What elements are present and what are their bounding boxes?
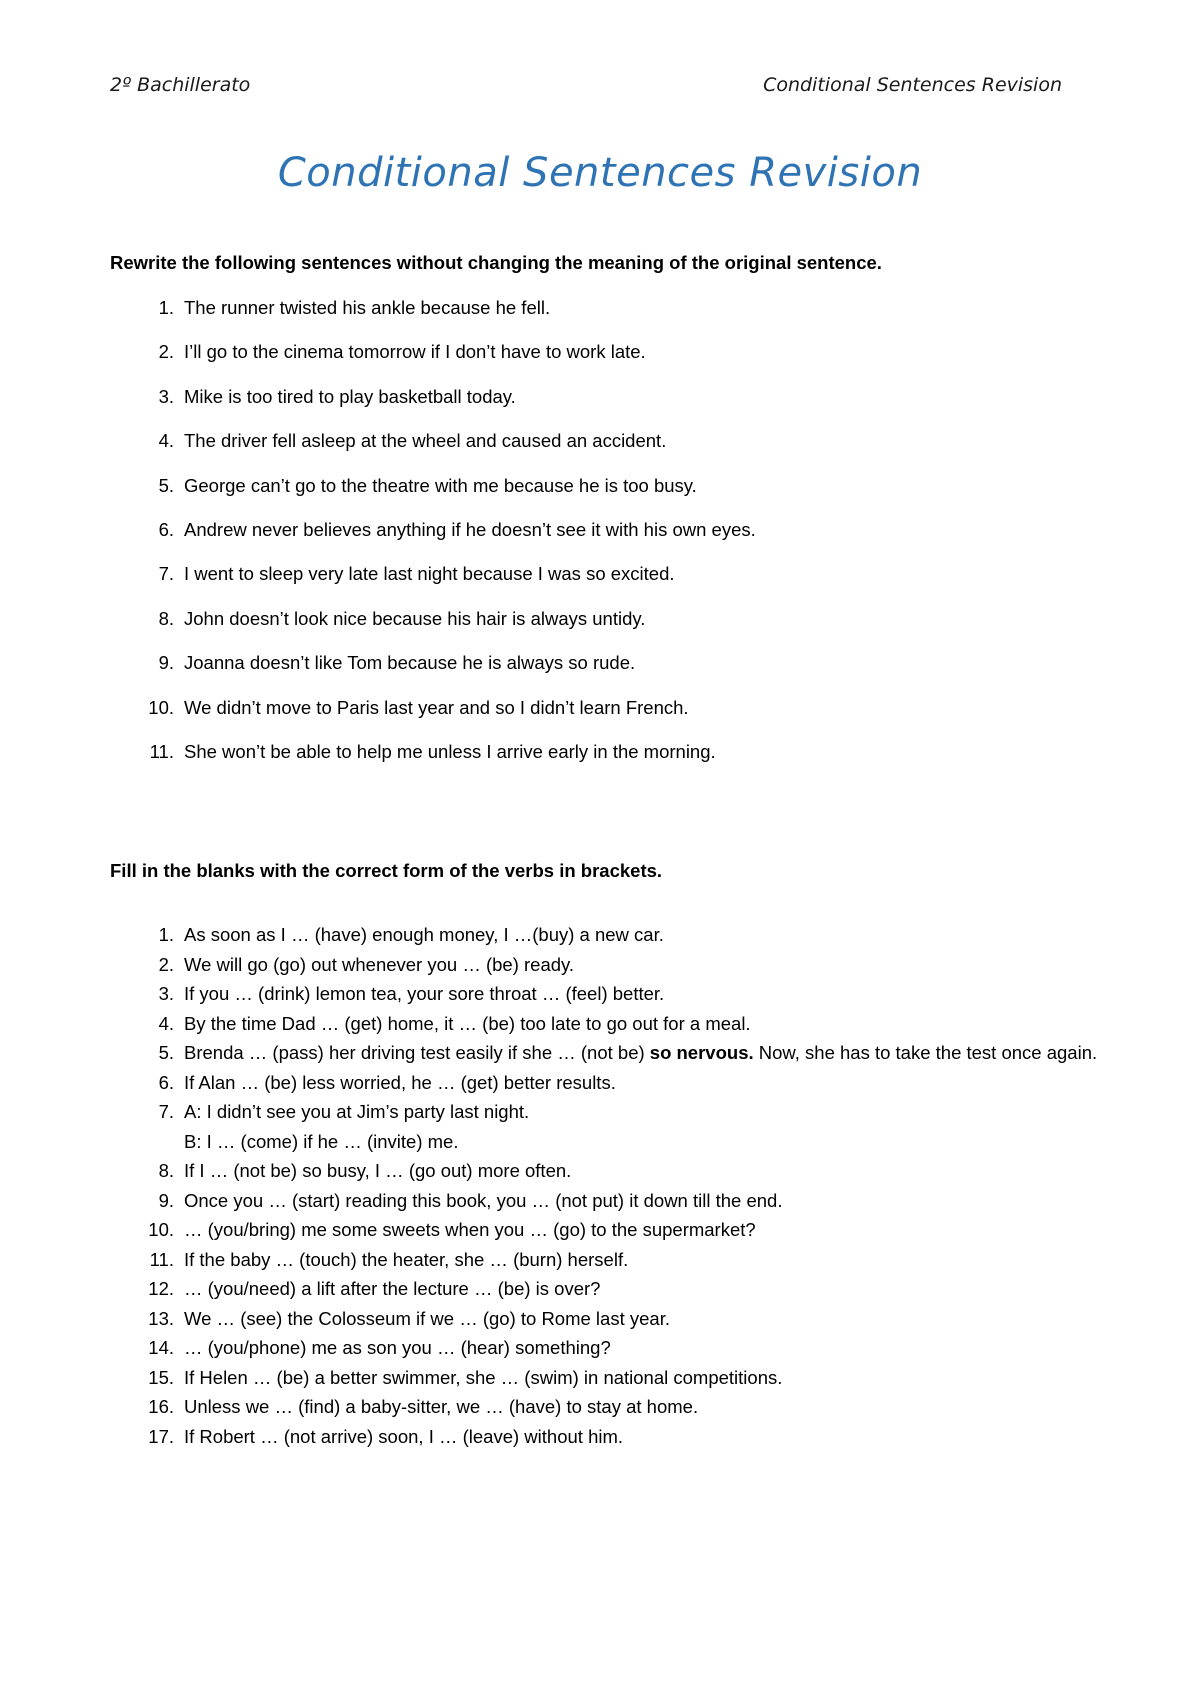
list-item: 1 . As soon as I … (have) enough money, I …(buy) a new car. bbox=[140, 920, 1100, 950]
section1-instruction: Rewrite the following sentences without changing the meaning of the original sentence. bbox=[110, 252, 882, 273]
list-item: 5 . George can’t go to the theatre with me because he is too busy. bbox=[140, 474, 1100, 518]
header-document-title: Conditional Sentences Revision bbox=[763, 74, 1062, 96]
list-item: 7 . A: I didn’t see you at Jim’s party last night. B: I … (come) if he … (invite) me. bbox=[140, 1097, 1100, 1156]
list-item: 10 . We didn’t move to Paris last year and so I didn’t learn French. bbox=[140, 696, 1100, 740]
list-item: 9 . Joanna doesn’t like Tom because he is always so rude. bbox=[140, 651, 1100, 695]
rewrite-sentences-list bbox=[140, 296, 1100, 784]
list-item: 11 . She won’t be able to help me unless I arrive early in the morning. bbox=[140, 740, 1100, 784]
list-item: 6 . Andrew never believes anything if he doesn’t see it with his own eyes. bbox=[140, 518, 1100, 562]
list-item: 4 . By the time Dad … (get) home, it … (be) too late to go out for a meal. bbox=[140, 1009, 1100, 1039]
list-item: 13 . We … (see) the Colosseum if we … (go) to Rome last year. bbox=[140, 1304, 1100, 1334]
section2-instruction: Fill in the blanks with the correct form of the verbs in brackets. bbox=[110, 860, 663, 881]
list-item: 8 . John doesn’t look nice because his hair is always untidy. bbox=[140, 607, 1100, 651]
list-item: 16 . Unless we … (find) a baby-sitter, we … (have) to stay at home. bbox=[140, 1392, 1100, 1422]
page-title: Conditional Sentences Revision bbox=[277, 150, 923, 196]
list-item: 14 . … (you/phone) me as son you … (hear) something? bbox=[140, 1333, 1100, 1363]
list-item: 10 . … (you/bring) me some sweets when you … (go) to the supermarket? bbox=[140, 1215, 1100, 1245]
list-item: 7 . I went to sleep very late last night because I was so excited. bbox=[140, 562, 1100, 606]
fill-blanks-list bbox=[140, 920, 1100, 1451]
header-course-label: 2º Bachillerato bbox=[110, 74, 251, 96]
list-item: 12 . … (you/need) a lift after the lecture … (be) is over? bbox=[140, 1274, 1100, 1304]
list-item: 8 . If I … (not be) so busy, I … (go out) more often. bbox=[140, 1156, 1100, 1186]
list-item: 9 . Once you … (start) reading this book, you … (not put) it down till the end. bbox=[140, 1186, 1100, 1216]
list-item: 3 . Mike is too tired to play basketball today. bbox=[140, 385, 1100, 429]
bold-text: so nervous. bbox=[649, 1042, 754, 1063]
list-item: 11 . If the baby … (touch) the heater, she … (burn) herself. bbox=[140, 1245, 1100, 1275]
list-item: 5 . Brenda … (pass) her driving test easily if she … (not be) so nervous. Now, she has to take the test once again. bbox=[140, 1038, 1100, 1068]
list-item: 6 . If Alan … (be) less worried, he … (get) better results. bbox=[140, 1068, 1100, 1098]
list-item: 2 . I’ll go to the cinema tomorrow if I don’t have to work late. bbox=[140, 340, 1100, 384]
list-item: 15 . If Helen … (be) a better swimmer, she … (swim) in national competitions. bbox=[140, 1363, 1100, 1393]
list-item: 17 . If Robert … (not arrive) soon, I … (leave) without him. bbox=[140, 1422, 1100, 1452]
list-item: 1 . The runner twisted his ankle because he fell. bbox=[140, 296, 1100, 340]
list-item: 4 . The driver fell asleep at the wheel and caused an accident. bbox=[140, 429, 1100, 473]
list-item: 3 . If you … (drink) lemon tea, your sore throat … (feel) better. bbox=[140, 979, 1100, 1009]
list-item: 2 . We will go (go) out whenever you … (be) ready. bbox=[140, 950, 1100, 980]
